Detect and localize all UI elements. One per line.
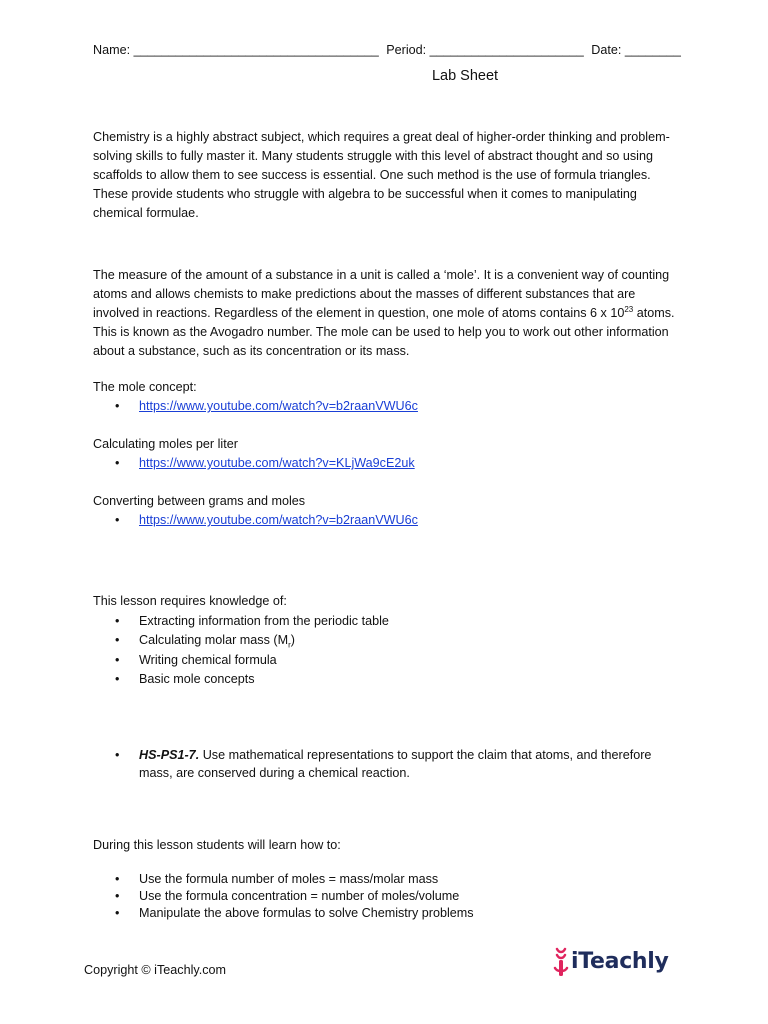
list-item [115, 653, 277, 667]
list-item [115, 633, 295, 650]
bullet-icon: • [115, 748, 120, 762]
bullet-icon: • [115, 889, 120, 903]
prereq-item: Calculating molar mass (M [139, 633, 289, 647]
date-field-label: Date: ________ [591, 43, 681, 57]
bullet-icon: • [115, 513, 120, 527]
video-heading-grams-moles: Converting between grams and moles [93, 494, 306, 508]
iteachly-logo [551, 946, 676, 982]
video-heading-moles-per-liter: Calculating moles per liter [93, 437, 238, 451]
list-item [115, 872, 438, 886]
page-title: Lab Sheet [431, 68, 499, 84]
bullet-icon: • [115, 906, 120, 920]
objective-item: Use the formula number of moles = mass/molar mass [139, 872, 439, 886]
avogadro-exponent: 23 [624, 304, 634, 314]
bullet-icon: • [115, 672, 120, 686]
objectives-heading: During this lesson students will learn how to: [93, 838, 341, 852]
prereq-item: Writing chemical formula [139, 653, 277, 667]
video-heading-mole-concept: The mole concept: [93, 380, 197, 394]
standard-text-line2: mass, are conserved during a chemical reaction. [139, 766, 410, 780]
video-link-grams-moles[interactable]: https://www.youtube.com/watch?v=b2raanVWU6c [139, 513, 418, 527]
prereq-item: Extracting information from the periodic table [139, 614, 389, 628]
molar-mass-subscript: r [288, 640, 291, 650]
bullet-icon: • [115, 614, 120, 628]
bullet-icon: • [115, 633, 120, 647]
header-fields [93, 43, 681, 57]
list-item [115, 513, 418, 527]
prereq-heading: This lesson requires knowledge of: [93, 594, 287, 608]
standard-code: HS-PS1-7. [139, 748, 200, 762]
bullet-icon: • [115, 872, 120, 886]
intro-paragraph: Chemistry is a highly abstract subject, which requires a great deal of higher-order thinking and problem-solving skills to fully master it. Many students struggle with this level of abstract thought and so using scaffolds to allow them to see success is essential. One such method is the use of formula triangles. These provide students who struggle with algebra to be successful when it comes to manipulating chemical formulae. [93, 130, 670, 220]
mole-paragraph-part1: The measure of the amount of a substance in a unit is called a ‘mole’. It is a convenient way of counting atoms and allows chemists to make predictions about the masses of different substances that are involved in reactions. Regardless of the element in question, one mole of atoms contains 6 x 10 [93, 268, 670, 320]
mole-paragraph-part2: atoms. This is known as the Avogadro number. The mole can be used to help you to work out other information about a substance, such as its concentration or its mass. [93, 306, 675, 358]
video-link-moles-per-liter[interactable]: https://www.youtube.com/watch?v=KLjWa9cE2uk [139, 456, 415, 470]
prereq-item: Basic mole concepts [139, 672, 255, 686]
mole-paragraph [93, 266, 675, 361]
molar-mass-close: ) [290, 633, 295, 647]
logo-text: iTeachly [571, 949, 669, 974]
period-field-label: Period: ______________________ [386, 43, 584, 57]
standard-item [115, 748, 651, 762]
objective-item: Use the formula concentration = number of moles/volume [139, 889, 460, 903]
list-item [115, 906, 474, 920]
list-item [115, 456, 415, 470]
list-item [115, 672, 255, 686]
bullet-icon: • [115, 653, 120, 667]
list-item [115, 399, 418, 413]
list-item [115, 614, 389, 628]
video-link-mole-concept[interactable]: https://www.youtube.com/watch?v=b2raanVWU6c [139, 399, 418, 413]
objective-item: Manipulate the above formulas to solve Chemistry problems [139, 906, 474, 920]
name-field-label: Name: ___________________________________ [93, 43, 379, 57]
bullet-icon: • [115, 456, 120, 470]
copyright-text: Copyright © iTeachly.com [84, 963, 227, 977]
standard-text-line1: Use mathematical representations to support the claim that atoms, and therefore [199, 748, 652, 762]
logo-mark-icon [551, 946, 571, 980]
bullet-icon: • [115, 399, 120, 413]
list-item [115, 889, 459, 903]
